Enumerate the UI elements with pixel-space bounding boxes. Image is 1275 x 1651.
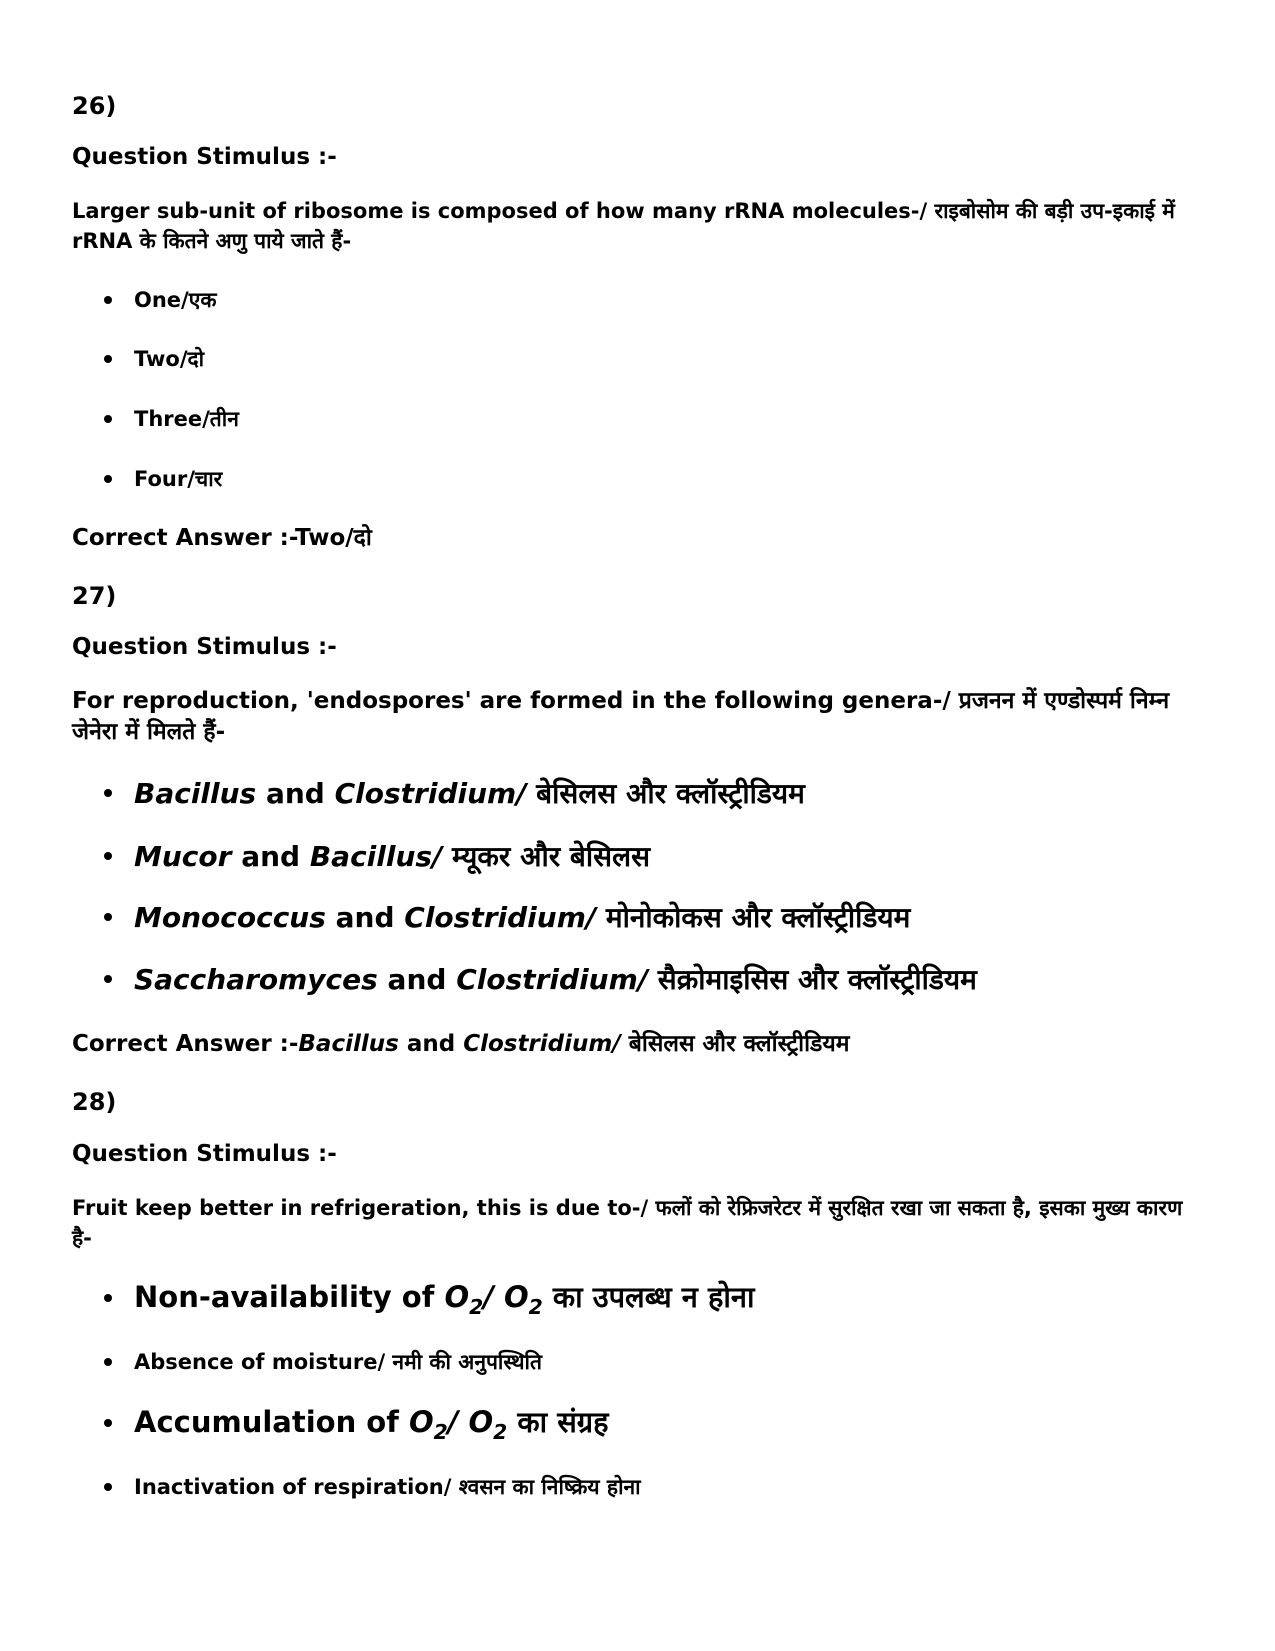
option-text: Inactivation of respiration/ श्वसन का निष्क्रिय होना [134, 1475, 641, 1499]
question-number: 28) [72, 1088, 117, 1116]
bullet-icon [104, 475, 112, 483]
bullet-icon [104, 913, 112, 921]
option-item [104, 405, 239, 433]
bullet-icon [104, 975, 112, 983]
bullet-icon [104, 1419, 112, 1427]
answer-label: Correct Answer :- [72, 1031, 299, 1057]
stimulus-label: Question Stimulus :- [72, 144, 337, 170]
bullet-icon [104, 1294, 112, 1302]
option-text: Two/दो [134, 347, 205, 371]
option-item [104, 774, 805, 812]
correct-answer [72, 520, 372, 552]
option-item [104, 1402, 609, 1444]
option-text: Absence of moisture/ नमी की अनुपस्थिति [134, 1350, 542, 1374]
option-item [104, 837, 650, 875]
question-number: 27) [72, 582, 117, 610]
stimulus-label: Question Stimulus :- [72, 1141, 337, 1167]
option-text: One/एक [134, 288, 217, 312]
bullet-icon [104, 1358, 112, 1366]
option-item [104, 898, 910, 936]
option-item [104, 286, 216, 314]
option-item [104, 1277, 754, 1319]
option-text: Saccharomyces and Clostridium/ सैक्रोमाइसिस और क्लॉस्ट्रीडियम [134, 963, 977, 996]
bullet-icon [104, 415, 112, 423]
question-text: Larger sub-unit of ribosome is composed of how many rRNA molecules-/ राइबोसोम की बड़ी उप-इकाई में rRNA के कितने अणु पाये जाते हैं- [72, 199, 1175, 253]
bullet-icon [104, 789, 112, 797]
question-text: For reproduction, 'endospores' are formed in the following genera-/ प्रजनन में एण्डोस्पर्म निम्न जेनेरा में मिलते हैं- [72, 688, 1170, 745]
option-item [104, 1348, 542, 1376]
answer-value: Bacillus and Clostridium/ बेसिलस और क्लॉस्ट्रीडियम [298, 1031, 850, 1057]
question-number: 26) [72, 92, 117, 120]
option-text: Four/चार [134, 467, 223, 491]
answer-label: Correct Answer :- [72, 525, 296, 551]
option-text: Non-availability of $O_2/$ $O_2$ का उपलब्ध न होना [134, 1280, 755, 1319]
option-item [104, 345, 204, 373]
stimulus-label: Question Stimulus :- [72, 634, 337, 660]
bullet-icon [104, 296, 112, 304]
bullet-icon [104, 852, 112, 860]
option-text: Mucor and Bacillus/ म्यूकर और बेसिलस [134, 840, 650, 873]
option-item [104, 960, 977, 998]
answer-value: Two/दो [295, 525, 372, 551]
option-item [104, 465, 222, 493]
option-item [104, 1473, 641, 1501]
question-text: Fruit keep better in refrigeration, this is due to-/ फलों को रेफ्रिजरेटर में सुरक्षित रखा जा सकता है, इसका मुख्य कारण है- [72, 1196, 1183, 1250]
correct-answer [72, 1026, 849, 1058]
bullet-icon [104, 355, 112, 363]
bullet-icon [104, 1483, 112, 1491]
option-text: Bacillus and Clostridium/ बेसिलस और क्लॉस्ट्रीडियम [134, 777, 805, 810]
option-text: Monococcus and Clostridium/ मोनोकोकस और क्लॉस्ट्रीडियम [134, 901, 911, 934]
option-text: Three/तीन [134, 407, 239, 431]
option-text: Accumulation of $O_2/$ $O_2$ का संग्रह [134, 1405, 609, 1444]
